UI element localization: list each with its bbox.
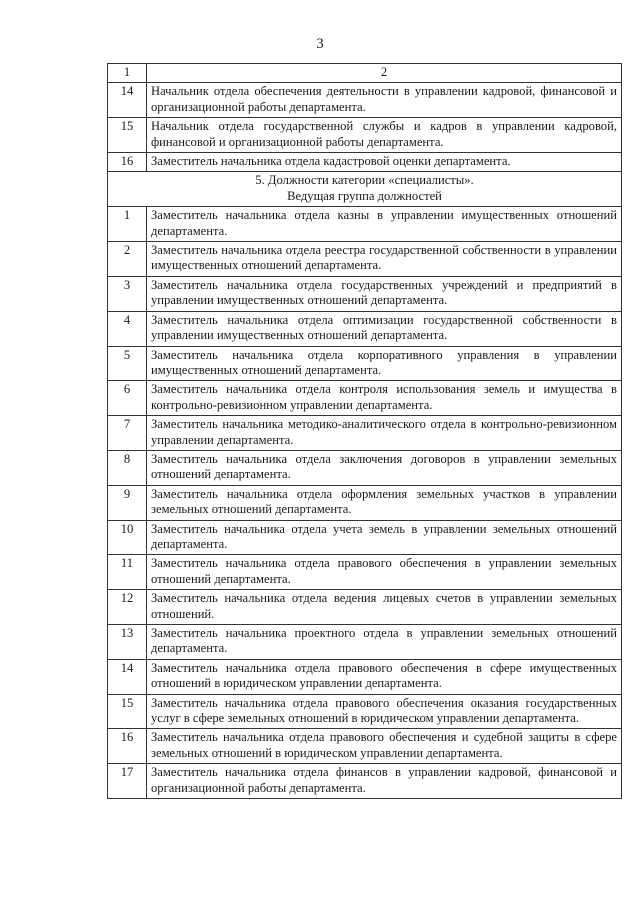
row-text: Заместитель начальника отдела правового обеспечения в сфере имущественных отношений в юридическом управлении департамента. [147, 659, 622, 694]
row-text: Заместитель начальника отдела правового обеспечения оказания государственных услуг в сфере земельных отношений в юридическом управлении департамента. [147, 694, 622, 729]
row-number: 11 [108, 555, 147, 590]
row-text: Заместитель начальника отдела финансов в управлении кадровой, финансовой и организационной работы департамента. [147, 764, 622, 799]
row-text: Заместитель начальника проектного отдела в управлении земельных отношений департамента. [147, 625, 622, 660]
row-number: 16 [108, 729, 147, 764]
row-text: Начальник отдела государственной службы и кадров в управлении кадровой, финансовой и организационной работы департамента. [147, 118, 622, 153]
row-text: Заместитель начальника отдела правового обеспечения и судебной защиты в сфере земельных отношений в юридическом управлении департамента. [147, 729, 622, 764]
header-col-2: 2 [147, 64, 622, 83]
row-number: 15 [108, 694, 147, 729]
table-row [108, 118, 622, 153]
row-text: Заместитель начальника отдела учета земель в управлении земельных отношений департамента. [147, 520, 622, 555]
table-row [108, 764, 622, 799]
page-number: 3 [316, 36, 324, 52]
table-row [108, 450, 622, 485]
row-text: Заместитель начальника отдела контроля использования земель и имущества в контрольно-ревизионном управлении департамента. [147, 381, 622, 416]
row-text: Заместитель начальника отдела правового обеспечения в управлении земельных отношений департамента. [147, 555, 622, 590]
row-number: 1 [108, 207, 147, 242]
positions-table [107, 63, 622, 799]
table-row [108, 729, 622, 764]
row-number: 14 [108, 83, 147, 118]
table-header-row [108, 64, 622, 83]
row-number: 3 [108, 276, 147, 311]
table-row [108, 83, 622, 118]
table-row [108, 381, 622, 416]
section-row [108, 172, 622, 207]
table-row [108, 346, 622, 381]
row-text: Заместитель начальника отдела оптимизации государственной собственности в управлении имущественных отношений департамента. [147, 311, 622, 346]
table-row [108, 520, 622, 555]
row-text: Заместитель начальника отдела казны в управлении имущественных отношений департамента. [147, 207, 622, 242]
table-row [108, 659, 622, 694]
row-number: 6 [108, 381, 147, 416]
row-text: Заместитель начальника отдела кадастровой оценки департамента. [147, 153, 622, 172]
row-number: 15 [108, 118, 147, 153]
table-row [108, 153, 622, 172]
row-number: 2 [108, 242, 147, 277]
row-number: 12 [108, 590, 147, 625]
row-number: 8 [108, 450, 147, 485]
row-text: Заместитель начальника отдела реестра государственной собственности в управлении имущественных отношений департамента. [147, 242, 622, 277]
row-text: Заместитель начальника отдела заключения договоров в управлении земельных отношений департамента. [147, 450, 622, 485]
row-number: 4 [108, 311, 147, 346]
row-number: 17 [108, 764, 147, 799]
row-text: Заместитель начальника отдела государственных учреждений и предприятий в управлении имущественных отношений департамента. [147, 276, 622, 311]
row-text: Заместитель начальника отдела оформления земельных участков в управлении земельных отношений департамента. [147, 485, 622, 520]
row-text: Заместитель начальника методико-аналитического отдела в контрольно-ревизионном управлении департамента. [147, 416, 622, 451]
section-title [108, 172, 622, 207]
table-row [108, 485, 622, 520]
row-number: 13 [108, 625, 147, 660]
row-number: 14 [108, 659, 147, 694]
row-number: 16 [108, 153, 147, 172]
row-number: 9 [108, 485, 147, 520]
row-text: Заместитель начальника отдела корпоративного управления в управлении имущественных отношений департамента. [147, 346, 622, 381]
table-row [108, 694, 622, 729]
row-number: 5 [108, 346, 147, 381]
row-text: Начальник отдела обеспечения деятельности в управлении кадровой, финансовой и организационной работы департамента. [147, 83, 622, 118]
table-row [108, 555, 622, 590]
header-col-1: 1 [108, 64, 147, 83]
table-row [108, 625, 622, 660]
section-heading: 5. Должности категории «специалисты». [255, 173, 474, 188]
table-row [108, 590, 622, 625]
table-row [108, 311, 622, 346]
row-number: 7 [108, 416, 147, 451]
table-row [108, 276, 622, 311]
table-row [108, 416, 622, 451]
row-text: Заместитель начальника отдела ведения лицевых счетов в управлении земельных отношений. [147, 590, 622, 625]
group-heading: Ведущая группа должностей [287, 188, 442, 203]
table-row [108, 242, 622, 277]
table-row [108, 207, 622, 242]
row-number: 10 [108, 520, 147, 555]
